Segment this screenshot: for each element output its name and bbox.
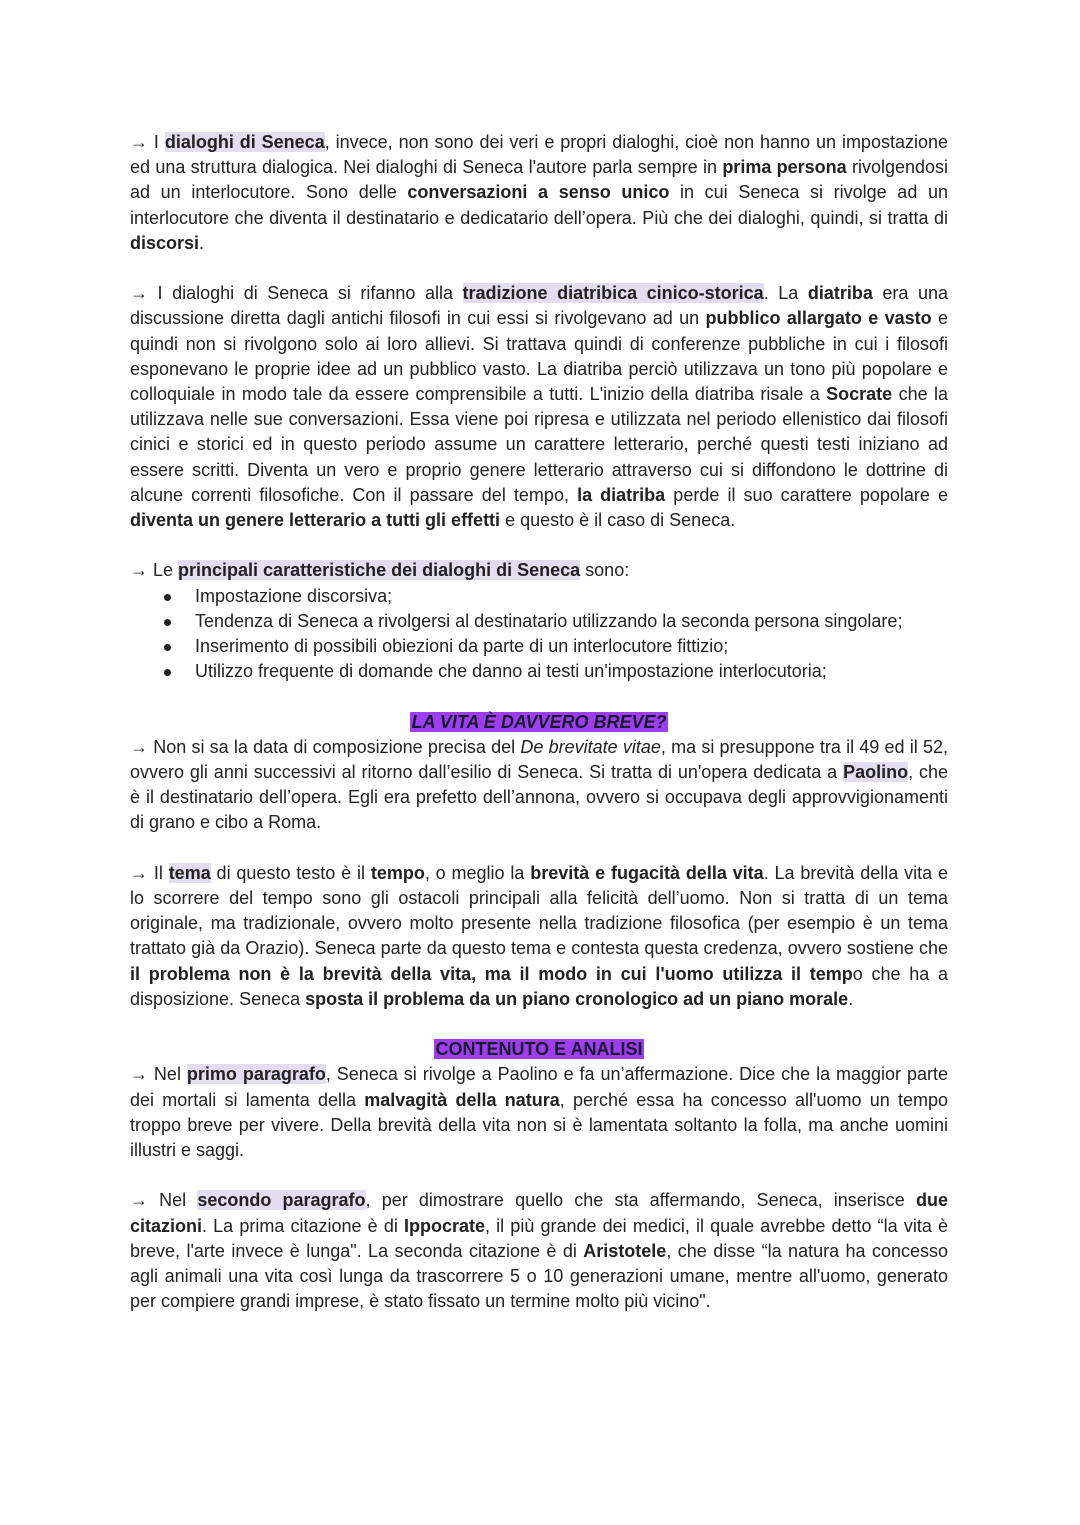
- text-run: . La: [763, 283, 808, 304]
- text-run: → Nel: [130, 1064, 187, 1085]
- paragraph-tema: [130, 861, 948, 1012]
- text-run: o che ha a disposizione. Seneca: [130, 963, 948, 1009]
- text-run: in cui Seneca si rivolge ad un interlocutore che diventa il destinatario e dedicatario dell’opera. Più che dei dialoghi, quindi, si tratta di: [130, 182, 948, 228]
- highlight-term: primo paragrafo: [186, 1064, 326, 1085]
- text-run: e questo è il caso di Seneca.: [500, 510, 736, 531]
- bold-term: Socrate: [826, 384, 893, 405]
- text-run: .: [848, 988, 854, 1009]
- highlight-term: Paolino: [843, 762, 909, 783]
- bold-term: discorsi: [130, 232, 200, 253]
- text-run: . La prima citazione è di: [202, 1215, 404, 1236]
- paragraph-caratteristiche: [130, 558, 948, 583]
- document-page: [130, 130, 948, 1340]
- paragraph-diatriba: [130, 281, 948, 533]
- bold-term: il problema non è la brevità della vita, ma il modo in cui l'uomo utilizza il temp: [130, 963, 853, 984]
- text-run: che la utilizzava nelle sue conversazioni. Essa viene poi ripresa e utilizzata nel periodo ellenistico dai filosofi cinici e storici ed in questo periodo assume un carattere letterario, perché questi testi iniziano ad essere scritti. Diventa un vero e proprio genere letterario attraverso cui si diffondono le dottrine di alcune correnti filosofiche. Con il passare del tempo,: [130, 384, 948, 505]
- text-run: rivolgendosi ad un interlocutore. Sono delle: [130, 157, 949, 203]
- highlight-term: principali caratteristiche dei dialoghi di Seneca: [178, 560, 581, 581]
- highlight-term: secondo paragrafo: [197, 1190, 366, 1211]
- text-run: → Il: [130, 862, 169, 883]
- text-run: , che è il destinatario dell’opera. Egli era prefetto dell’annona, ovvero si occupava degli approvvigionamenti di grano e cibo a Roma.: [130, 762, 948, 833]
- paragraph-dialoghi: [130, 130, 948, 256]
- paragraph-primo: [130, 1062, 948, 1163]
- bold-term: malvagità della natura: [364, 1089, 560, 1110]
- heading-text: CONTENUTO E ANALISI: [435, 1039, 643, 1060]
- list-item: Utilizzo frequente di domande che danno ai testi un'impostazione interlocutoria;: [195, 659, 948, 684]
- text-run: , ma si presuppone tra il 49 ed il 52, ovvero gli anni successivi al ritorno dall’esilio di Seneca. Si tratta di un'opera dedicata a: [130, 736, 949, 783]
- text-run: di questo testo è il: [210, 862, 371, 883]
- bold-term: la diatriba: [577, 484, 666, 505]
- text-run: era una discussione diretta dagli antichi filosofi in cui essi si rivolgevano ad un: [130, 283, 948, 329]
- bold-term: tempo: [370, 862, 425, 883]
- bold-term: sposta il problema da un piano cronologico ad un piano morale: [305, 988, 849, 1009]
- bold-term: diventa un genere letterario a tutti gli effetti: [130, 510, 501, 531]
- highlight-term: tradizione diatribica cinico-storica: [462, 283, 764, 304]
- text-run: sono:: [580, 560, 630, 581]
- text-run: , per dimostrare quello che sta affermando, Seneca, inserisce: [365, 1190, 916, 1211]
- bold-term: Aristotele: [583, 1240, 667, 1261]
- bold-term: Ippocrate: [403, 1215, 486, 1236]
- text-run: → Non si sa la data di composizione precisa del: [130, 736, 521, 757]
- list-item: Impostazione discorsiva;: [195, 584, 948, 609]
- text-run: e quindi non si rivolgono solo ai loro allievi. Si trattava quindi di conferenze pubbliche in cui i filosofi esponevano le proprie idee ad un pubblico vasto. La diatriba perciò utilizzava un tono più popolare e colloquiale in modo tale da essere comprensibile a tutti. L'inizio della diatriba risale a: [130, 308, 949, 405]
- highlight-term: tema: [168, 862, 211, 883]
- section-heading-contenuto: [130, 1037, 948, 1062]
- text-run: → Nel: [130, 1190, 198, 1211]
- text-run: , invece, non sono dei veri e propri dialoghi, cioè non hanno un impostazione ed una struttura dialogica. Nei dialoghi di Seneca l'autore parla sempre in: [130, 132, 948, 178]
- text-run: .: [199, 232, 205, 253]
- bold-term: pubblico allargato e vasto: [705, 308, 932, 329]
- bold-term: prima persona: [722, 157, 847, 178]
- heading-text: LA VITA È DAVVERO BREVE?: [411, 711, 667, 732]
- bold-term: conversazioni a senso unico: [407, 182, 670, 203]
- section-heading-vita: [130, 710, 948, 735]
- bold-term: due citazioni: [130, 1190, 948, 1236]
- bold-term: brevità e fugacità della vita: [530, 862, 764, 883]
- italic-title: De brevitate vitae: [520, 736, 661, 757]
- bold-term: diatriba: [807, 283, 873, 304]
- text-run: , o meglio la: [424, 862, 531, 883]
- text-run: , perché essa ha concesso all'uomo un tempo troppo breve per vivere. Della brevità della vita non si è lamentata soltanto la folla, ma anche uomini illustri e saggi.: [130, 1089, 948, 1161]
- text-run: → Le: [130, 560, 179, 581]
- text-run: , Seneca si rivolge a Paolino e fa un’affermazione. Dice che la maggior parte dei mortali si lamenta della: [130, 1064, 949, 1110]
- text-run: . La brevità della vita e lo scorrere del tempo sono gli ostacoli principali alla felicità dell’uomo. Non si tratta di un tema originale, ma tradizionale, ovvero molto presente nella tradizione filosofica (per esempio è un tema trattato già da Orazio). Seneca parte da questo tema e contesta questa credenza, ovvero sostiene che: [130, 862, 948, 959]
- text-run: , che disse “la natura ha concesso agli animali una vita così lunga da trascorrere 5 o 10 generazioni umane, mentre all'uomo, generato per compiere grandi imprese, è stato fissato un termine molto più vicino".: [130, 1240, 948, 1312]
- paragraph-secondo: [130, 1188, 948, 1314]
- paragraph-composizione: [130, 735, 948, 836]
- highlight-term: dialoghi di Seneca: [164, 132, 325, 152]
- text-run: → I: [130, 132, 165, 152]
- text-run: → I dialoghi di Seneca si rifanno alla: [130, 283, 463, 304]
- text-run: , il più grande dei medici, il quale avrebbe detto “la vita è breve, l'arte invece è lunga". La seconda citazione è di: [130, 1215, 948, 1261]
- characteristics-list: [130, 584, 948, 685]
- list-item: Inserimento di possibili obiezioni da parte di un interlocutore fittizio;: [195, 634, 948, 659]
- text-run: perde il suo carattere popolare e: [665, 484, 948, 505]
- list-item: Tendenza di Seneca a rivolgersi al destinatario utilizzando la seconda persona singolare;: [195, 609, 948, 634]
